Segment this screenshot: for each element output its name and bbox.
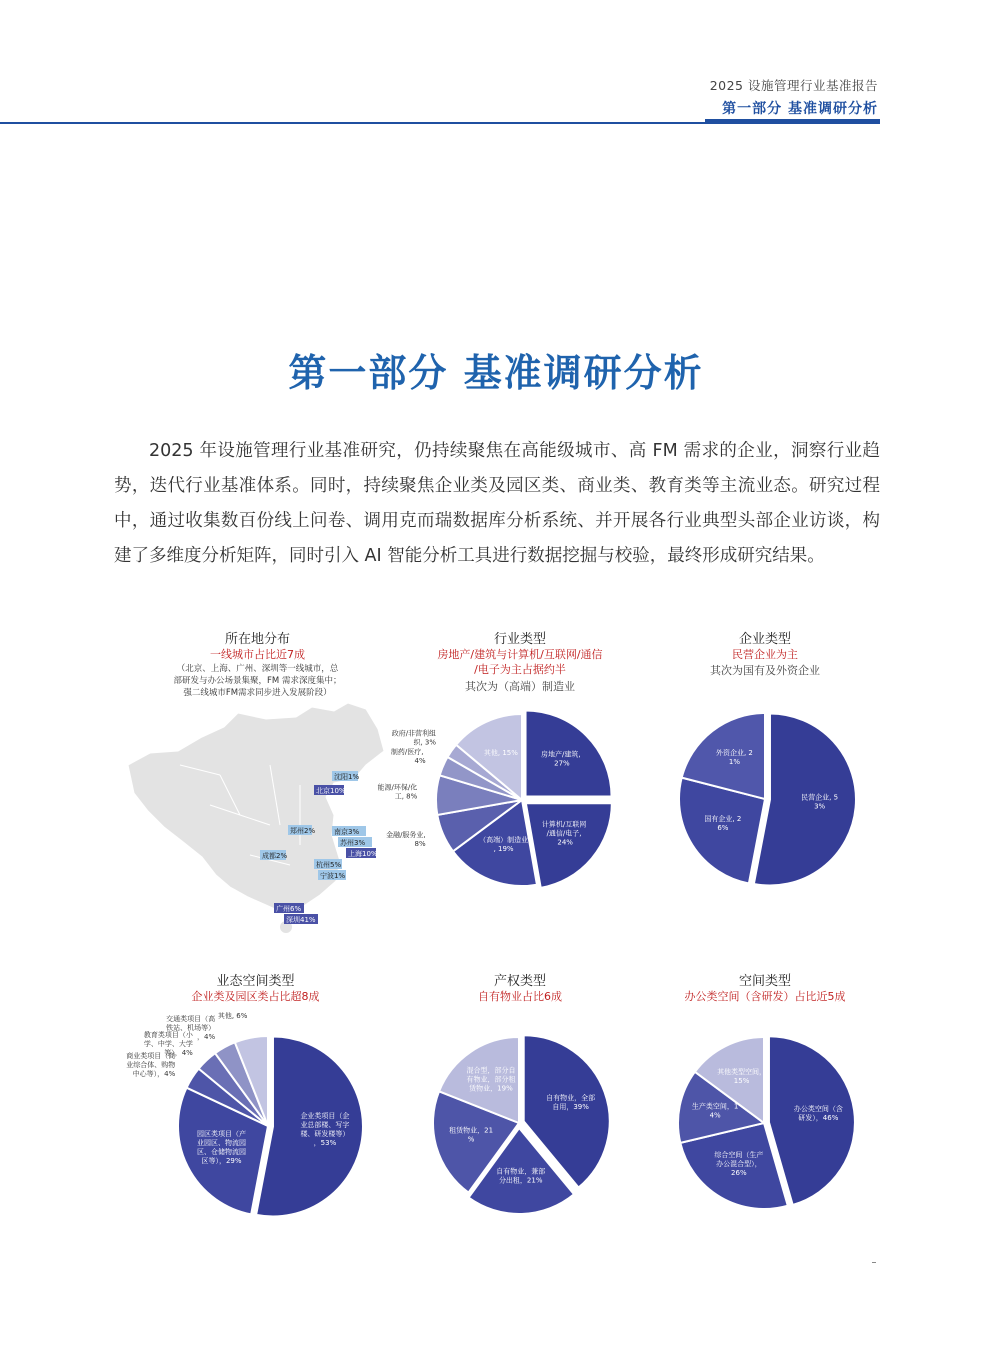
header-rule-accent xyxy=(705,119,880,124)
pie-label: 国有企业, 2 6% xyxy=(704,815,742,833)
pie-label: 其他, 6% xyxy=(217,1012,248,1021)
chart-title: 空间类型 xyxy=(738,974,791,989)
pie-label: 政府/非营利组织, 3% xyxy=(391,729,437,747)
pie-label: 外资企业, 2 1% xyxy=(715,749,753,767)
city-label: 南京3% xyxy=(334,828,360,836)
china-map xyxy=(120,625,395,935)
pie-label: 其他, 15% xyxy=(483,748,518,757)
city-label: 北京10% xyxy=(316,787,346,795)
china-map-shape xyxy=(128,703,384,913)
city-label: 宁波1% xyxy=(320,872,346,880)
pie-label: 生产类空间，1 4% xyxy=(691,1102,739,1120)
chart-title: 业态空间类型 xyxy=(216,974,295,989)
pie-label: 房地产/建筑, 27% xyxy=(541,750,581,768)
pie-label: 办公类空间（含研发），46% xyxy=(793,1104,843,1122)
pie-label: 园区类项目（产业园区、物流园区、仓储物流园区等），29% xyxy=(196,1130,246,1166)
business-space-pie xyxy=(118,968,393,1228)
chart-subtitle: 房地产/建筑与计算机/互联网/通信 xyxy=(437,648,603,661)
map-note-line: （北京、上海、广州、深圳等一线城市，总 xyxy=(176,664,339,674)
city-label: 杭州5% xyxy=(316,861,342,869)
property-pie xyxy=(400,968,640,1228)
city-label: 上海10% xyxy=(348,850,378,858)
city-label: 广州6% xyxy=(276,905,302,913)
pie-label: 综合空间（生产办公混合型）， 26% xyxy=(714,1151,764,1178)
page-mark xyxy=(872,1262,876,1263)
city-label: 沈阳1% xyxy=(334,773,360,781)
map-title: 所在地分布 xyxy=(224,632,290,647)
pie-label: 教育类项目（小学、中学、大学等），4% xyxy=(143,1030,193,1057)
chart-title: 企业类型 xyxy=(738,632,791,647)
enterprise-pie xyxy=(655,625,875,895)
pie-label: 租赁物业，21 % xyxy=(449,1126,494,1144)
enterprise-type-chart xyxy=(655,625,875,895)
pie-label: 金融/服务业, 8% xyxy=(386,831,426,849)
pie-label: 混合型，部分自有物业，部分租赁物业，19% xyxy=(466,1066,516,1093)
chart-subtitle: /电子为主占据约半 xyxy=(474,663,566,676)
pie-label: 其他类型空间， 15% xyxy=(717,1067,767,1085)
property-type-chart xyxy=(400,968,640,1228)
city-label: 苏州3% xyxy=(340,839,366,847)
business-space-chart xyxy=(118,968,393,1228)
chart-subtitle: 企业类及园区类占比超8成 xyxy=(191,990,320,1003)
chart-subtitle: 自有物业占比6成 xyxy=(478,990,562,1003)
location-map-chart xyxy=(120,625,395,935)
chart-subtitle: 民营企业为主 xyxy=(732,648,798,661)
pie-label: 能源/环保/化工, 8% xyxy=(377,783,418,801)
space-pie xyxy=(652,968,878,1228)
page-title: 第一部分 基准调研分析 xyxy=(288,350,704,395)
chart-title: 产权类型 xyxy=(493,974,546,989)
chart-note: 其次为（高端）制造业 xyxy=(465,680,575,693)
chart-title: 行业类型 xyxy=(493,632,546,647)
section-title: 第一部分 基准调研分析 xyxy=(722,101,878,117)
city-label: 郑州2% xyxy=(290,827,316,835)
pie-label: 计算机/互联网/通信/电子, 24% xyxy=(541,820,587,847)
map-note-line: 强二线城市FM需求同步进入发展阶段） xyxy=(183,688,332,698)
industry-pie xyxy=(377,625,640,895)
pie-label: 企业类项目（企业总部楼、写字楼、研发楼等），53% xyxy=(300,1111,350,1147)
chart-note: 其次为国有及外资企业 xyxy=(710,664,820,677)
city-label: 成都2% xyxy=(262,852,288,860)
space-type-chart xyxy=(652,968,878,1228)
map-subtitle: 一线城市占比近7成 xyxy=(210,648,305,661)
report-title: 2025 设施管理行业基准报告 xyxy=(709,78,878,93)
pie-label: 商业类项目（商业综合体、购物中心等），4% xyxy=(126,1052,176,1079)
intro-paragraph: 2025 年设施管理行业基准研究，仍持续聚焦在高能级城市、高 FM 需求的企业，洞察行业趋势，迭代行业基准体系。同时，持续聚焦企业类及园区类、商业类、教育类等主流业态。研究过程中，通过收集数百份线上问卷、调用克而瑞数据库分析系统、并开展各行业典型头部企业访谈，构建了多维度分析矩阵，同时引入 AI 智能分析工具进行数据挖掘与校验，最终形成研究结果。 xyxy=(114,441,880,566)
pie-label: 民营企业, 5 3% xyxy=(801,793,839,811)
pie-label: 自有物业，兼部分出租，21% xyxy=(496,1167,546,1185)
chart-subtitle: 办公类空间（含研发）占比近5成 xyxy=(684,990,846,1003)
report-header xyxy=(710,76,878,118)
pie-label: （高端）制造业, 19% xyxy=(479,835,529,853)
pie-label: 制药/医疗, 4% xyxy=(390,747,426,765)
map-note-line: 部研发与办公场景集聚，FM 需求深度集中； xyxy=(173,676,342,686)
city-label: 深圳41% xyxy=(286,916,316,924)
pie-label: 自有物业，全部自用，39% xyxy=(546,1093,596,1111)
pie-label: 交通类项目（高铁站、机场等），4% xyxy=(166,1014,216,1041)
industry-type-chart xyxy=(377,625,640,895)
